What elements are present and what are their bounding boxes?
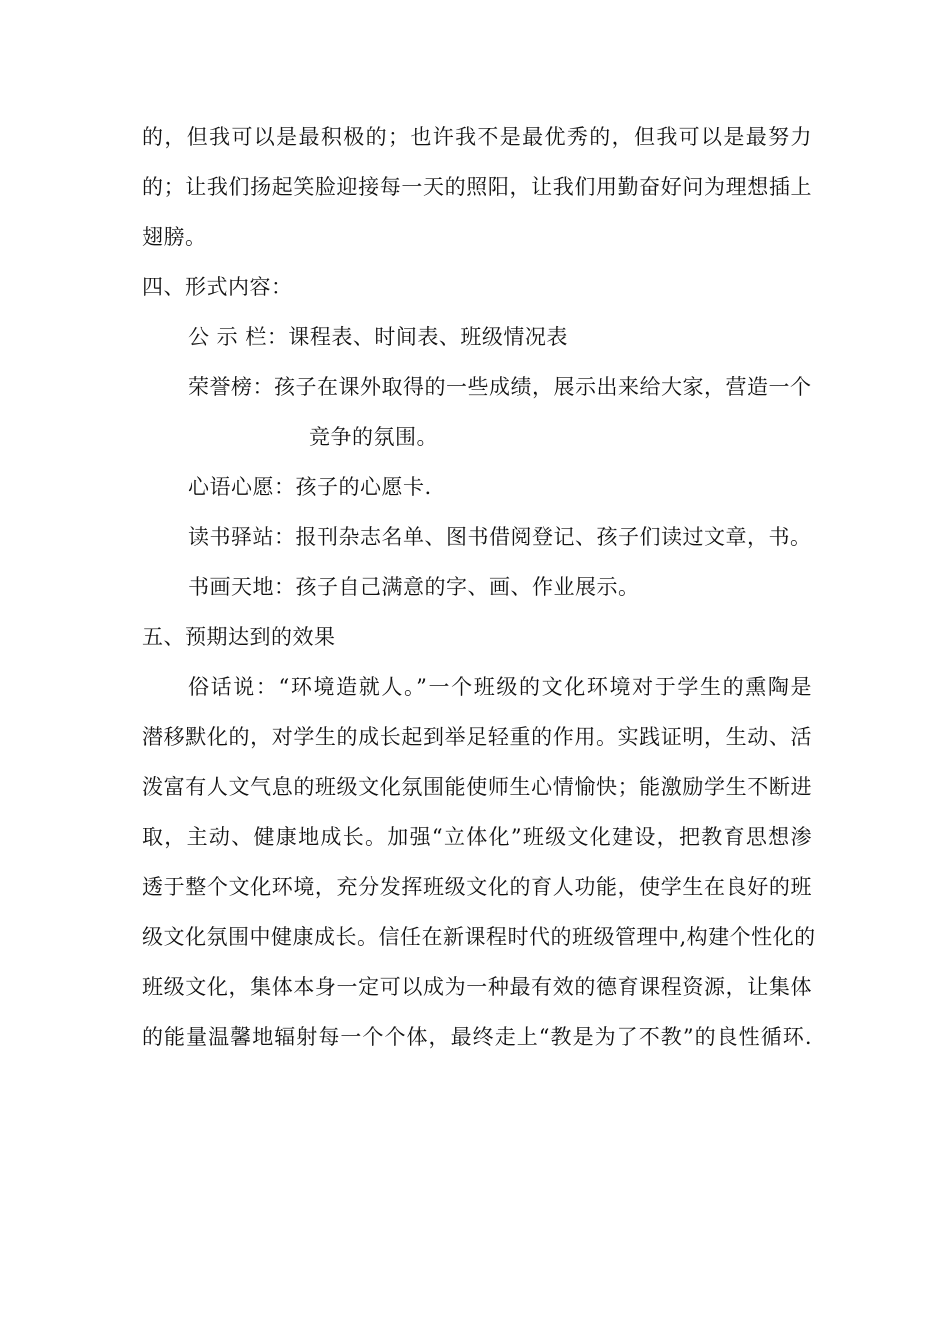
item-text: 孩子的心愿卡. — [295, 475, 432, 499]
list-item-bulletin-board — [188, 322, 568, 352]
list-item-reading-station — [188, 522, 812, 552]
paragraph-line-4: 取，主动、健康地成长。加强“立体化”班级文化建设，把教育思想渗 — [142, 825, 812, 849]
paragraph-line-6: 级文化氛围中健康成长。信任在新课程时代的班级管理中,构建个性化的 — [142, 925, 816, 949]
list-item-honor-roll-continuation: 竞争的氛围。 — [309, 425, 438, 449]
opening-line-1: 的，但我可以是最积极的；也许我不是最优秀的，但我可以是最努力 — [142, 125, 812, 149]
opening-line-2: 的；让我们扬起笑脸迎接每一天的照阳，让我们用勤奋好问为理想插上 — [142, 175, 812, 199]
item-text: 孩子在课外取得的一些成绩，展示出来给大家，营造一个 — [274, 375, 812, 399]
item-label: 书画天地： — [188, 575, 296, 599]
item-label: 荣誉榜： — [188, 375, 274, 399]
section-four-heading: 四、形式内容： — [142, 275, 293, 299]
list-item-honor-roll — [188, 372, 812, 402]
section-five-heading: 五、预期达到的效果 — [142, 625, 336, 649]
paragraph-line-1: 俗话说：“环境造就人。”一个班级的文化环境对于学生的熏陶是 — [188, 675, 812, 699]
paragraph-line-5: 透于整个文化环境，充分发挥班级文化的育人功能，使学生在良好的班 — [142, 875, 812, 899]
item-label: 公 示 栏： — [188, 325, 289, 349]
paragraph-line-8: 的能量温馨地辐射每一个个体，最终走上“教是为了不教”的良性循环. — [142, 1025, 812, 1049]
list-item-art-corner — [188, 572, 640, 602]
paragraph-line-2: 潜移默化的，对学生的成长起到举足轻重的作用。实践证明，生动、活 — [142, 725, 812, 749]
item-text: 课程表、时间表、班级情况表 — [288, 325, 568, 349]
item-text: 报刊杂志名单、图书借阅登记、孩子们读过文章，书。 — [295, 525, 812, 549]
item-label: 心语心愿： — [188, 475, 296, 499]
paragraph-line-3: 泼富有人文气息的班级文化氛围能使师生心情愉快；能激励学生不断进 — [142, 775, 812, 799]
item-label: 读书驿站： — [188, 525, 296, 549]
opening-line-3: 翅膀。 — [142, 225, 207, 249]
item-text: 孩子自己满意的字、画、作业展示。 — [295, 575, 640, 599]
paragraph-line-7: 班级文化，集体本身一定可以成为一种最有效的德育课程资源，让集体 — [142, 975, 812, 999]
list-item-wishes — [188, 472, 432, 502]
